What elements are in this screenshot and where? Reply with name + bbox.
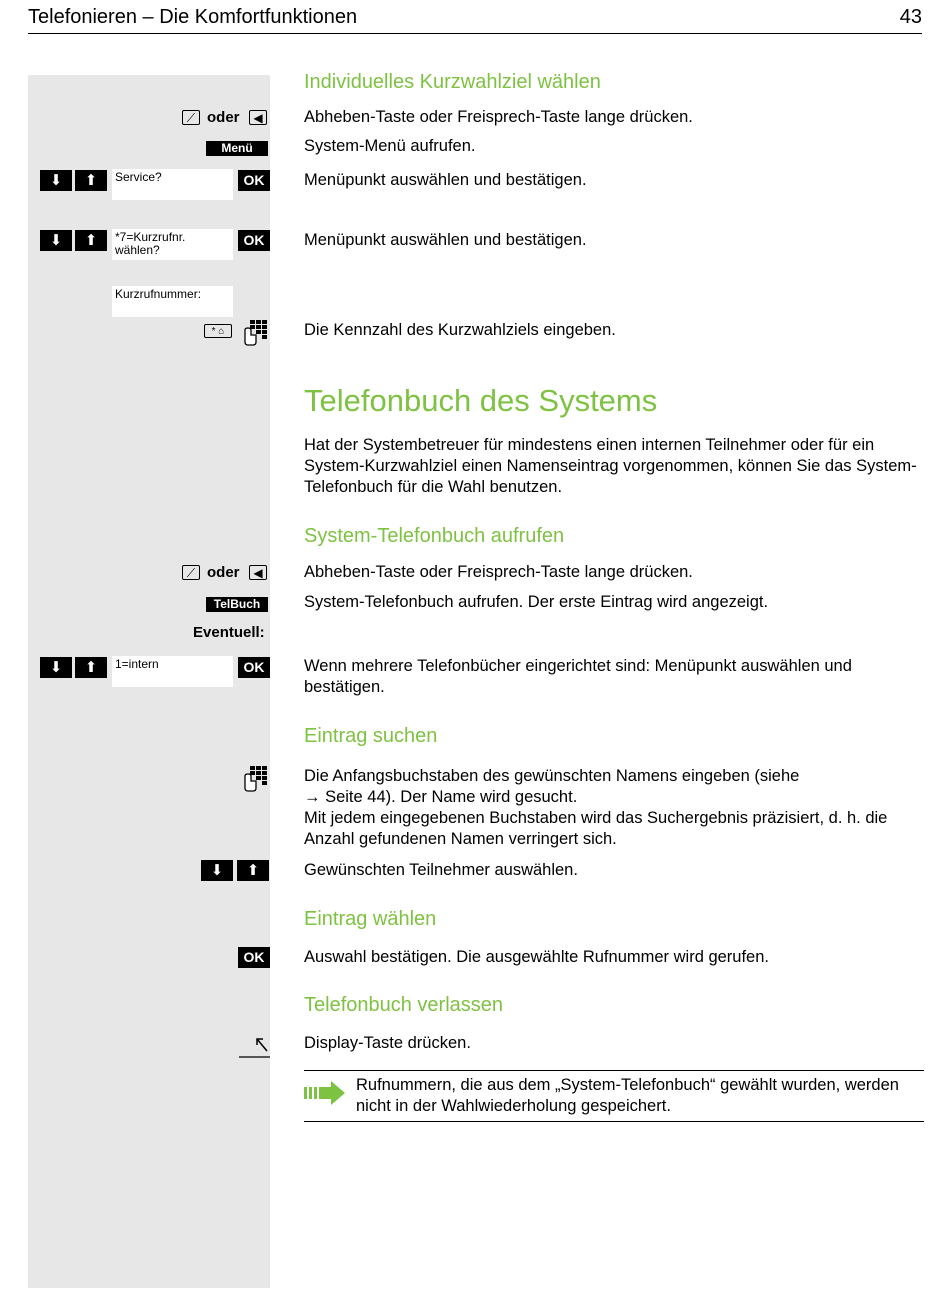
header-rule [28,33,922,34]
section-heading-telefonbuch-verlassen: Telefonbuch verlassen [304,994,504,1016]
note-text: Rufnummern, die aus dem „System-Telefonbuch“ gewählt wurden, werden nicht in der Wahlwiederholung gespeichert. [356,1076,899,1115]
display-key-icon[interactable] [239,1034,270,1058]
step-text: Menüpunkt auswählen und bestätigen. [304,231,587,249]
oder-label: oder [207,564,240,581]
note-rule-top [304,1070,924,1071]
arrow-up-key[interactable]: ⬆ [75,657,107,678]
step-text: Die Kennzahl des Kurzwahlziels eingeben. [304,321,616,339]
speaker-icon: ◀ [249,565,267,580]
menu-softkey[interactable]: Menü [206,141,268,156]
page-number: 43 [899,6,922,28]
telbuch-softkey[interactable]: TelBuch [206,597,268,612]
handset-icon: ⟋ [182,565,200,580]
step-text: System-Menü aufrufen. [304,137,476,155]
eventuell-label: Eventuell: [193,624,265,641]
handset-icon: ⟋ [182,110,200,125]
keypad-icon [242,320,269,346]
step-text: Abheben-Taste oder Freisprech-Taste lange drücken. [304,563,693,581]
arrow-right-icon [304,1080,346,1106]
section-heading-kurzwahlziel: Individuelles Kurzwahlziel wählen [304,71,601,93]
section-heading-telefonbuch-aufrufen: System-Telefonbuch aufrufen [304,525,565,547]
speaker-icon: ◀ [249,110,267,125]
arrow-down-key[interactable]: ⬇ [40,657,72,678]
step-text-search: Die Anfangsbuchstaben des gewünschten Namens eingeben (siehe → Seite 44). Der Name wird gesucht. Mit jedem eingegebenen Buchstaben wird das Suchergebnis präzisiert, d. h. die Anzahl gefundenen Namen verringert sich. [304,766,922,850]
ok-key[interactable]: OK [238,230,270,251]
chapter-title: Telefonbuch des Systems [304,383,658,418]
page-reference-link[interactable]: → Seite 44). Der Name wird gesucht. [304,788,578,806]
ok-key[interactable]: OK [238,947,270,968]
page-header-title: Telefonieren – Die Komfortfunktionen [28,6,358,28]
note-rule-bottom [304,1121,924,1122]
section-heading-eintrag-waehlen: Eintrag wählen [304,908,437,930]
step-text: Abheben-Taste oder Freisprech-Taste lange drücken. [304,108,693,126]
step-text: Display-Taste drücken. [304,1034,471,1052]
ok-key[interactable]: OK [238,657,270,678]
arrow-down-key[interactable]: ⬇ [40,170,72,191]
display-kurzrufnummer: Kurzrufnummer: [112,286,233,317]
section-heading-eintrag-suchen: Eintrag suchen [304,725,438,747]
oder-label: oder [207,109,240,126]
step-text: Menüpunkt auswählen und bestätigen. [304,171,587,189]
step-text: Wenn mehrere Telefonbücher eingerichtet sind: Menüpunkt auswählen und bestätigen. [304,657,852,696]
ok-key[interactable]: OK [238,170,270,191]
arrow-up-key[interactable]: ⬆ [75,230,107,251]
step-text: System-Telefonbuch aufrufen. Der erste Eintrag wird angezeigt. [304,593,769,611]
display-kurzrufnr: *7=Kurzrufnr. wählen? [112,229,233,260]
keypad-icon [242,766,269,792]
step-text: Gewünschten Teilnehmer auswählen. [304,861,578,879]
step-text: Auswahl bestätigen. Die ausgewählte Rufnummer wird gerufen. [304,948,769,966]
arrow-up-key[interactable]: ⬆ [237,860,269,881]
arrow-down-key[interactable]: ⬇ [201,860,233,881]
display-service: Service? [112,169,233,200]
arrow-down-key[interactable]: ⬇ [40,230,72,251]
arrow-up-key[interactable]: ⬆ [75,170,107,191]
display-intern: 1=intern [112,656,233,687]
star-key-icon[interactable]: * ⌂ [204,324,232,338]
chapter-intro: Hat der Systembetreuer für mindestens einen internen Teilnehmer oder für ein System-Kurzwahlziel einen Namenseintrag vorgenommen, können Sie das System-Telefonbuch für die Wahl benutzen. [304,436,917,496]
